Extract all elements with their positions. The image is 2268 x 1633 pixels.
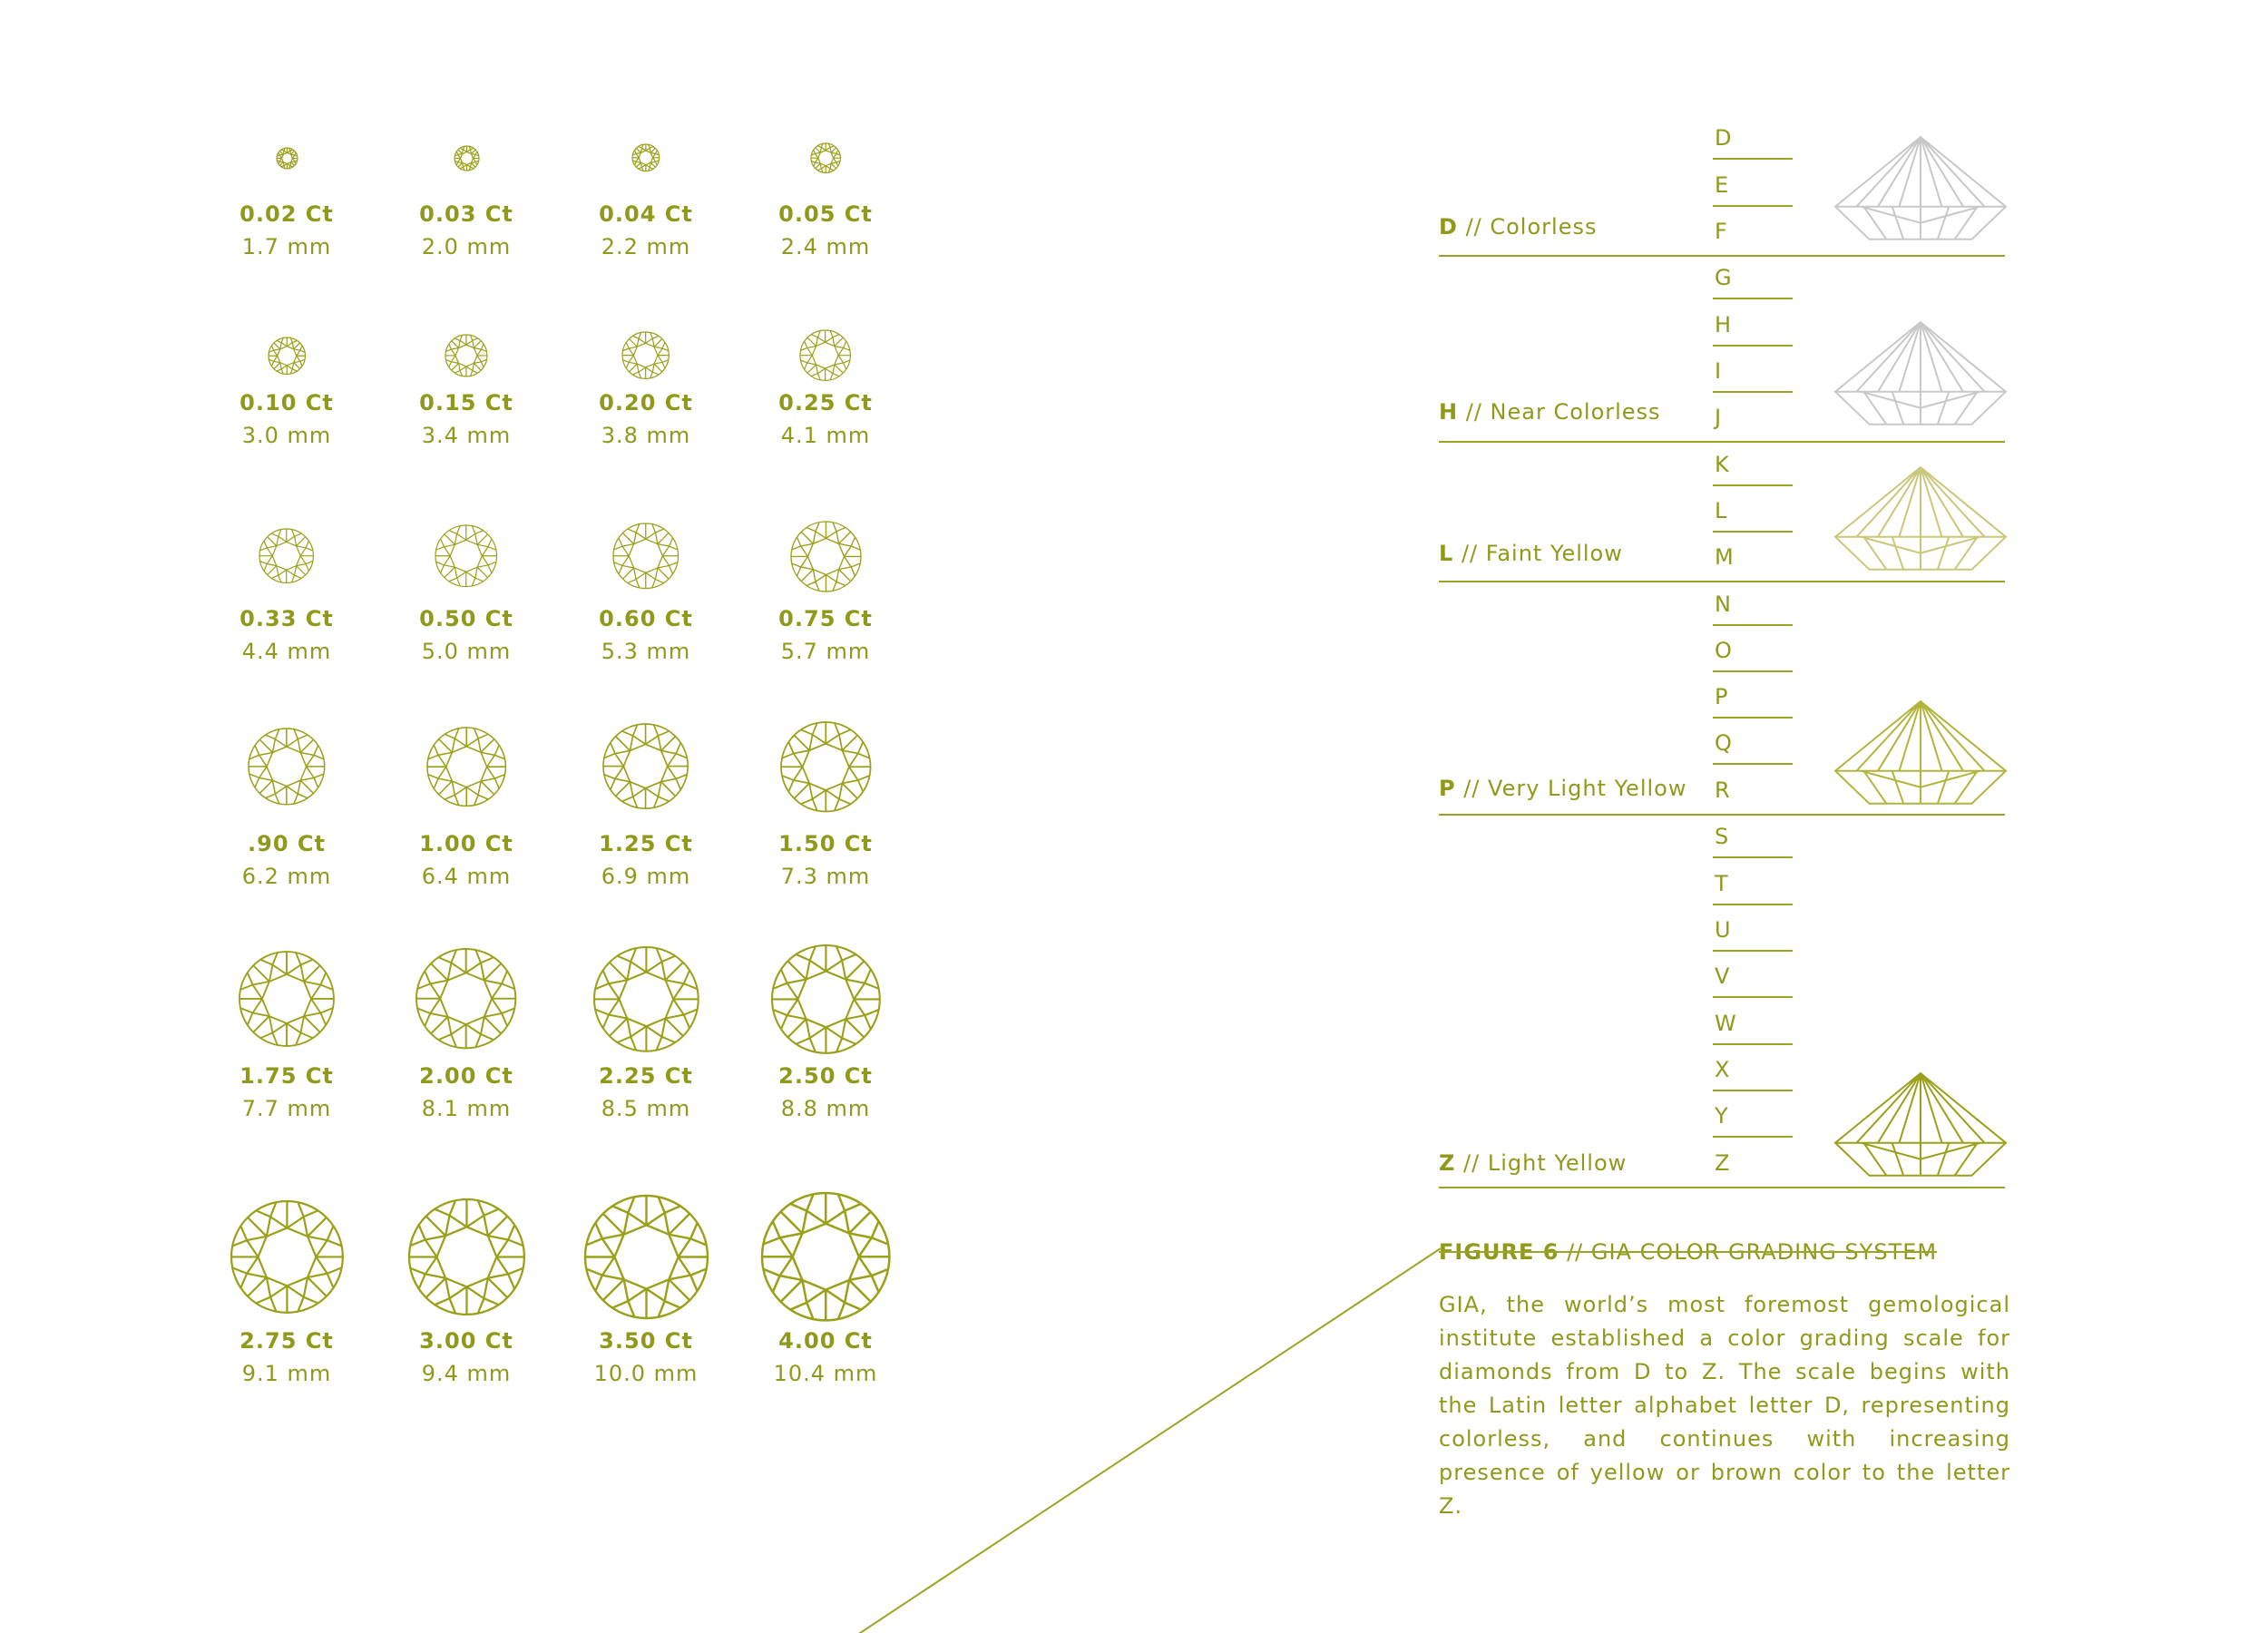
carat-weight: 0.10 Ct xyxy=(240,390,334,416)
color-grade-letter: N xyxy=(1715,592,1731,617)
diameter-mm: 8.1 mm xyxy=(421,1096,512,1121)
color-grade-letter: R xyxy=(1715,777,1730,803)
diameter-mm: 10.4 mm xyxy=(773,1361,878,1386)
color-grade-letter: O xyxy=(1715,638,1732,663)
carat-weight: 0.02 Ct xyxy=(240,201,334,227)
color-grade-letter: E xyxy=(1715,172,1729,198)
carat-weight: 0.03 Ct xyxy=(419,201,513,227)
diameter-mm: 6.4 mm xyxy=(421,864,512,889)
color-grade-letter: V xyxy=(1715,963,1730,989)
diameter-mm: 10.0 mm xyxy=(593,1361,699,1386)
diameter-mm: 5.0 mm xyxy=(421,639,512,664)
grade-label-very-light-yellow: P // Very Light Yellow xyxy=(1439,776,1687,801)
diameter-mm: 9.1 mm xyxy=(241,1361,332,1386)
diameter-mm: 6.9 mm xyxy=(601,864,691,889)
color-grade-letter: F xyxy=(1715,219,1727,244)
color-grade-letter: W xyxy=(1715,1011,1736,1036)
carat-weight: 2.00 Ct xyxy=(419,1063,513,1089)
color-grade-letter: T xyxy=(1715,871,1728,896)
diameter-mm: 5.3 mm xyxy=(601,639,691,664)
grade-label-light-yellow: Z // Light Yellow xyxy=(1439,1150,1628,1176)
carat-weight: 0.33 Ct xyxy=(240,606,334,631)
carat-weight: 0.25 Ct xyxy=(778,390,873,416)
diameter-mm: 7.7 mm xyxy=(241,1096,332,1121)
color-grade-letter: X xyxy=(1715,1057,1730,1082)
carat-weight: .90 Ct xyxy=(248,831,326,856)
diameter-mm: 4.1 mm xyxy=(780,423,871,448)
diameter-mm: 3.8 mm xyxy=(601,423,691,448)
carat-weight: 3.50 Ct xyxy=(599,1328,693,1354)
diameter-mm: 6.2 mm xyxy=(241,864,332,889)
carat-weight: 0.60 Ct xyxy=(599,606,693,631)
diameter-mm: 2.4 mm xyxy=(780,234,871,259)
color-grade-letter: I xyxy=(1715,358,1722,384)
carat-weight: 2.50 Ct xyxy=(778,1063,873,1089)
diameter-mm: 8.5 mm xyxy=(601,1096,691,1121)
diameter-mm: 1.7 mm xyxy=(241,234,332,259)
color-grade-letter: S xyxy=(1715,824,1729,849)
carat-weight: 0.04 Ct xyxy=(599,201,693,227)
carat-weight: 4.00 Ct xyxy=(778,1328,873,1354)
color-grade-letter: H xyxy=(1715,312,1732,337)
carat-weight: 3.00 Ct xyxy=(419,1328,513,1354)
grade-label-near-colorless: H // Near Colorless xyxy=(1439,399,1661,425)
carat-weight: 2.25 Ct xyxy=(599,1063,693,1089)
carat-weight: 0.50 Ct xyxy=(419,606,513,631)
carat-weight: 0.05 Ct xyxy=(778,201,873,227)
color-grade-letter: P xyxy=(1715,684,1728,709)
color-grade-letter: Q xyxy=(1715,730,1732,756)
grade-label-faint-yellow: L // Faint Yellow xyxy=(1439,541,1623,566)
figure-title: FIGURE 6 // GIA COLOR GRADING SYSTEM xyxy=(1439,1239,1938,1265)
carat-weight: 0.15 Ct xyxy=(419,390,513,416)
carat-weight: 1.75 Ct xyxy=(240,1063,334,1089)
color-grade-letter: Z xyxy=(1715,1150,1730,1176)
color-grade-letter: K xyxy=(1715,452,1729,477)
diameter-mm: 2.0 mm xyxy=(421,234,512,259)
carat-weight: 1.00 Ct xyxy=(419,831,513,856)
color-grade-letter: U xyxy=(1715,917,1731,943)
figure-description: GIA, the world’s most foremost gemological institute established a color grading scale for diamonds from D to Z. The scale begins with the Latin letter alphabet letter D, representing colorless, and continues with increasing presence of yellow or brown color to the letter Z. xyxy=(1439,1292,2010,1519)
diameter-mm: 4.4 mm xyxy=(241,639,332,664)
color-grade-letter: J xyxy=(1715,405,1722,430)
carat-weight: 1.50 Ct xyxy=(778,831,873,856)
diameter-mm: 5.7 mm xyxy=(780,639,871,664)
diameter-mm: 3.0 mm xyxy=(241,423,332,448)
carat-weight: 0.75 Ct xyxy=(778,606,873,631)
color-grade-letter: M xyxy=(1715,544,1734,570)
grade-label-colorless: D // Colorless xyxy=(1439,214,1598,240)
carat-weight: 0.20 Ct xyxy=(599,390,693,416)
color-grade-letter: D xyxy=(1715,125,1732,151)
carat-weight: 2.75 Ct xyxy=(240,1328,334,1354)
diameter-mm: 8.8 mm xyxy=(780,1096,871,1121)
diameter-mm: 2.2 mm xyxy=(601,234,691,259)
color-grade-letter: Y xyxy=(1715,1103,1728,1129)
diameter-mm: 3.4 mm xyxy=(421,423,512,448)
color-grade-letter: G xyxy=(1715,265,1732,290)
diameter-mm: 7.3 mm xyxy=(780,864,871,889)
color-grade-letter: L xyxy=(1715,498,1727,523)
carat-weight: 1.25 Ct xyxy=(599,831,693,856)
diameter-mm: 9.4 mm xyxy=(421,1361,512,1386)
